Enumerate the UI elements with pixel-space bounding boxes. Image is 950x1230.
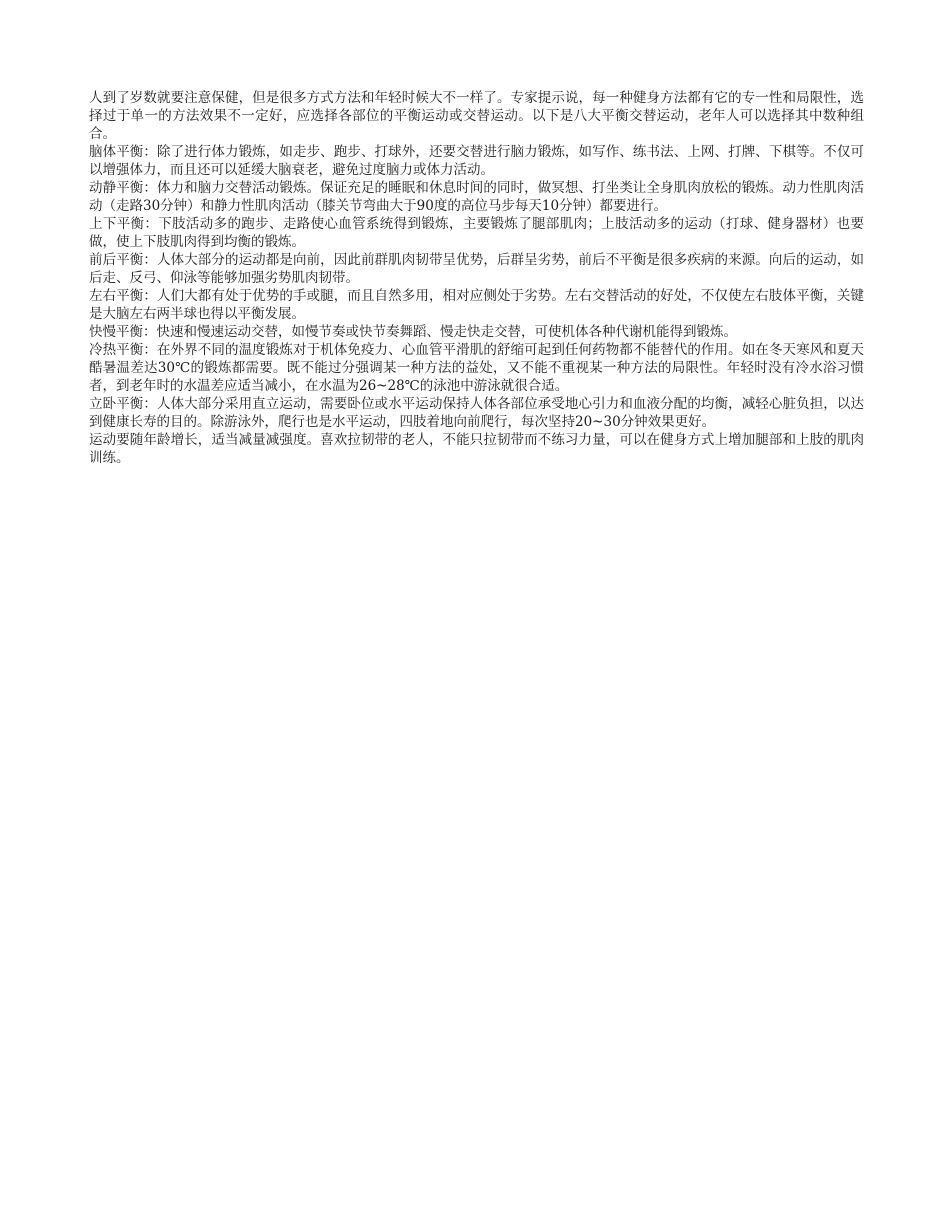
fast-slow-balance-paragraph: 快慢平衡：快速和慢速运动交替，如慢节奏或快节奏舞蹈、慢走快走交替，可使机体各种代谢机能得到锻炼。 bbox=[89, 324, 737, 340]
intro-paragraph: 人到了岁数就要注意保健，但是很多方式方法和年轻时候大不一样了。专家提示说，每一种健身方法都有它的专一性和局限性，选择过于单一的方法效果不一定好，应选择各部位的平衡运动或交替运动。以下是八大平衡交替运动，老年人可以选择其中数种组合。 bbox=[89, 90, 864, 142]
upper-lower-balance-paragraph: 上下平衡：下肢活动多的跑步、走路使心血管系统得到锻炼，主要锻炼了腿部肌肉；上肢活动多的运动（打球、健身器材）也要做，使上下肢肌肉得到均衡的锻炼。 bbox=[89, 216, 864, 250]
conclusion-paragraph: 运动要随年龄增长，适当减量减强度。喜欢拉韧带的老人，不能只拉韧带而不练习力量，可以在健身方式上增加腿部和上肢的肌肉训练。 bbox=[89, 432, 864, 466]
brain-body-balance-paragraph: 脑体平衡：除了进行体力锻炼，如走步、跑步、打球外，还要交替进行脑力锻炼，如写作、练书法、上网、打牌、下棋等。不仅可以增强体力，而且还可以延缓大脑衰老，避免过度脑力或体力活动。 bbox=[89, 144, 864, 178]
article-body bbox=[89, 89, 864, 467]
cold-hot-balance-paragraph: 冷热平衡：在外界不同的温度锻炼对于机体免疫力、心血管平滑肌的舒缩可起到任何药物都不能替代的作用。如在冬天寒风和夏天酷暑温差达30℃的锻炼都需要。既不能过分强调某一种方法的益处，又不能不重视某一种方法的局限性。年轻时没有冷水浴习惯者，到老年时的水温差应适当减小，在水温为26~28℃的泳池中游泳就很合适。 bbox=[89, 342, 864, 394]
left-right-balance-paragraph: 左右平衡：人们大都有处于优势的手或腿，而且自然多用，相对应侧处于劣势。左右交替活动的好处，不仅使左右肢体平衡，关键是大脑左右两半球也得以平衡发展。 bbox=[89, 288, 864, 322]
motion-stillness-balance-paragraph: 动静平衡：体力和脑力交替活动锻炼。保证充足的睡眠和休息时间的同时，做冥想、打坐类让全身肌肉放松的锻炼。动力性肌肉活动（走路30分钟）和静力性肌肉活动（膝关节弯曲大于90度的高位马步每天10分钟）都要进行。 bbox=[89, 180, 864, 214]
standing-lying-balance-paragraph: 立卧平衡：人体大部分采用直立运动，需要卧位或水平运动保持人体各部位承受地心引力和血液分配的均衡，减轻心脏负担，以达到健康长寿的目的。除游泳外，爬行也是水平运动，四肢着地向前爬行，每次坚持20~30分钟效果更好。 bbox=[89, 396, 864, 430]
front-back-balance-paragraph: 前后平衡：人体大部分的运动都是向前，因此前群肌肉韧带呈优势，后群呈劣势，前后不平衡是很多疾病的来源。向后的运动，如后走、反弓、仰泳等能够加强劣势肌肉韧带。 bbox=[89, 252, 864, 286]
